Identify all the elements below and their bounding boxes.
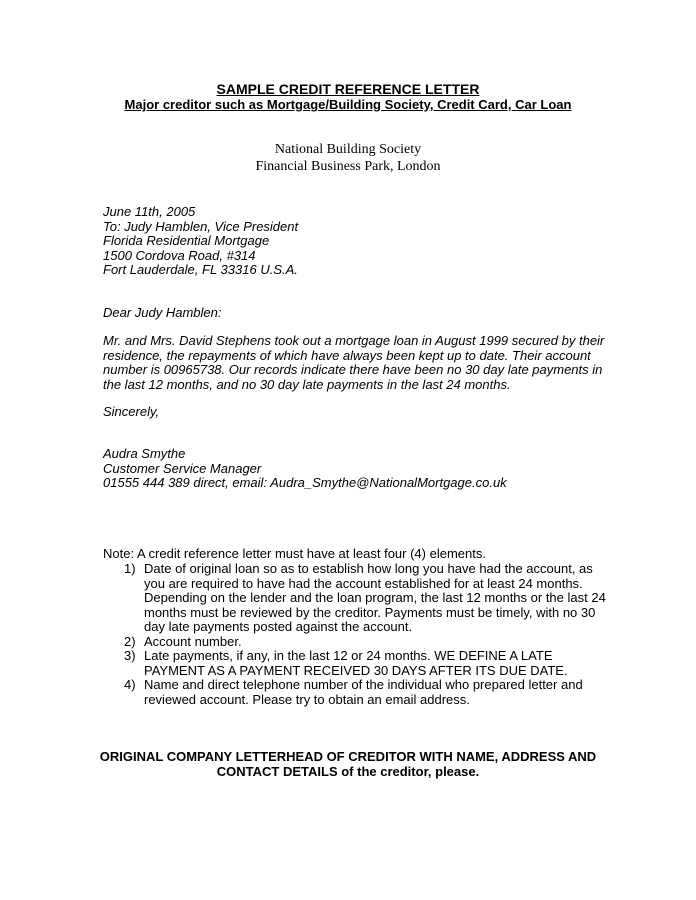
list-item — [124, 561, 606, 635]
recipient-organization: Florida Residential Mortgage — [103, 233, 270, 248]
closing — [103, 405, 159, 420]
list-item-line: Depending on the lender and the loan program, the last 12 months or the last 24 — [144, 590, 606, 605]
list-item-line: Name and direct telephone number of the individual who prepared letter and — [144, 677, 583, 692]
list-item-number: 3) — [124, 648, 136, 663]
company-name: National Building Society — [274, 142, 422, 157]
list-item-line: Late payments, if any, in the last 12 or 24 months. WE DEFINE A LATE — [144, 648, 553, 663]
body-line: the last 12 months, and no 30 day late payments in the last 24 months. — [103, 376, 511, 392]
recipient-name: To: Judy Hamblen, Vice President — [103, 218, 299, 234]
footer-line: ORIGINAL COMPANY LETTERHEAD OF CREDITOR WITH NAME, ADDRESS AND — [99, 749, 597, 764]
document-title: SAMPLE CREDIT REFERENCE LETTER — [216, 81, 480, 97]
signer-contact: 01555 444 389 direct, email: Audra_Smythe@NationalMortgage.co.uk — [103, 475, 507, 490]
signer-name: Audra Smythe — [103, 446, 186, 461]
letter-body — [103, 334, 603, 392]
recipient-block — [103, 205, 298, 278]
company-letterhead — [0, 141, 696, 175]
list-item-line: Account number. — [144, 633, 242, 649]
document-subtitle: Major creditor such as Mortgage/Building Society, Credit Card, Car Loan — [124, 97, 572, 112]
salutation-text: Dear Judy Hamblen: — [103, 305, 222, 320]
list-item-number: 2) — [124, 633, 136, 649]
recipient-city: Fort Lauderdale, FL 33316 U.S.A. — [103, 262, 298, 277]
signer-title: Customer Service Manager — [103, 460, 262, 476]
list-item-number: 4) — [124, 677, 136, 692]
note-intro: Note: A credit reference letter must have at least four (4) elements. — [103, 546, 486, 561]
list-item-line: day late payments posted against the account. — [144, 619, 413, 634]
letter-date: June 11th, 2005 — [103, 204, 196, 219]
list-item-line: Date of original loan so as to establish how long you have had the account, as — [144, 561, 593, 576]
signature-block — [103, 447, 507, 491]
list-item-line: PAYMENT AS A PAYMENT RECEIVED 30 DAYS AFTER ITS DUE DATE. — [144, 662, 568, 678]
company-address: Financial Business Park, London — [255, 159, 441, 174]
list-item-line: months must be reviewed by the creditor. Payments must be timely, with no 30 — [144, 604, 596, 620]
note-list — [124, 561, 606, 707]
footer-line: CONTACT DETAILS of the creditor, please. — [216, 764, 480, 779]
list-item — [124, 649, 584, 678]
footer-instruction — [0, 749, 696, 779]
recipient-street: 1500 Cordova Road, #314 — [103, 247, 256, 263]
list-item-line: reviewed account. Please try to obtain an email address. — [144, 691, 470, 707]
salutation — [103, 306, 222, 321]
list-item — [124, 678, 584, 707]
list-item-line: you are required to have had the account established for at least 24 months. — [144, 575, 583, 591]
body-line: Mr. and Mrs. David Stephens took out a mortgage loan in August 1999 secured by their — [103, 333, 605, 348]
body-line: residence, the repayments of which have always been kept up to date. Their account — [103, 347, 591, 363]
list-item — [124, 635, 584, 650]
closing-text: Sincerely, — [103, 404, 160, 419]
list-item-number: 1) — [124, 561, 136, 576]
body-line: number is 00965738. Our records indicate there have been no 30 day late payments in — [103, 362, 603, 377]
